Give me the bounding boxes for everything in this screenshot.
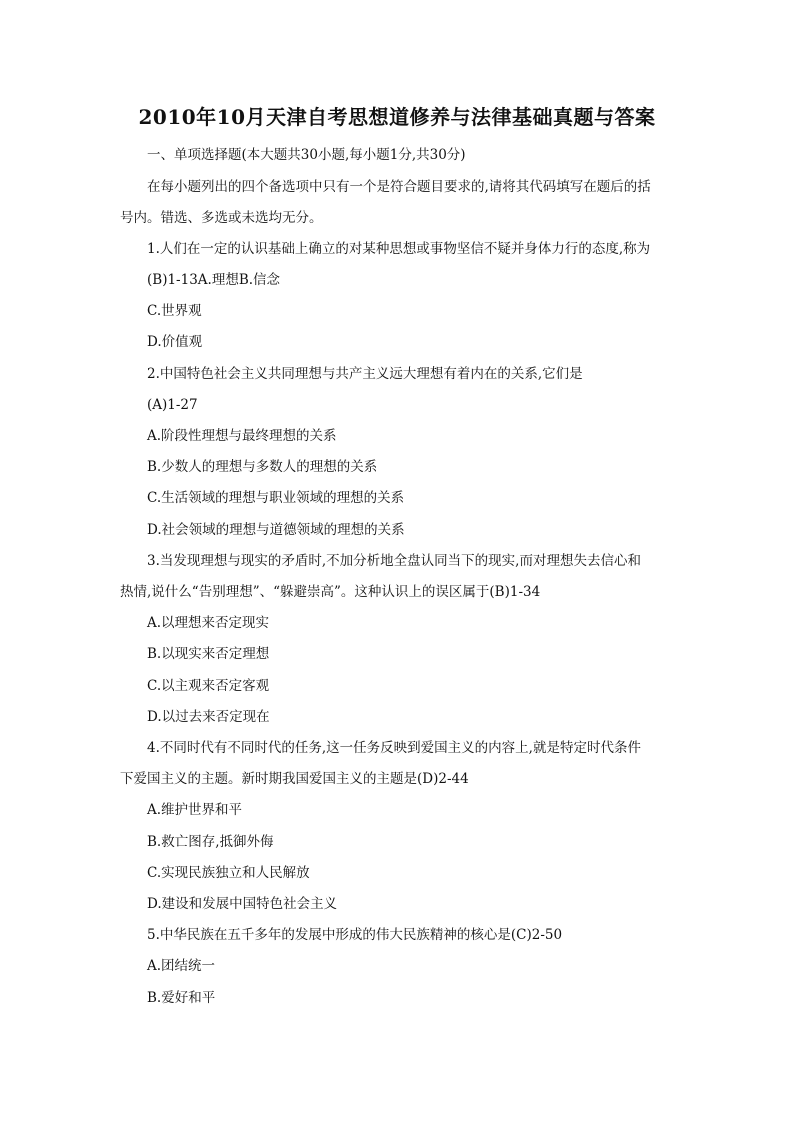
question-text: 5.中华民族在五千多年的发展中形成的伟大民族精神的核心是(C)2-50 (147, 927, 563, 943)
answer-line: (B)1-13A.理想B.信念 (147, 272, 281, 288)
option-text: A.阶段性理想与最终理想的关系 (147, 428, 337, 444)
option-text: C.以主观来否定客观 (147, 678, 270, 694)
instruction-line: 号内。错选、多选或未选均无分。 (120, 210, 323, 226)
option-text: B.少数人的理想与多数人的理想的关系 (147, 459, 378, 475)
question-text: 1.人们在一定的认识基础上确立的对某种思想或事物坚信不疑并身体力行的态度,称为 (147, 241, 651, 257)
question-text: 4.不同时代有不同时代的任务,这一任务反映到爱国主义的内容上,就是特定时代条件 (147, 740, 641, 756)
question-text: 热情,说什么“告别理想”、“躲避崇高”。这种认识上的误区属于(B)1-34 (120, 584, 541, 600)
option-text: D.社会领域的理想与道德领域的理想的关系 (147, 522, 405, 538)
option-text: C.世界观 (147, 303, 202, 319)
option-text: A.维护世界和平 (147, 802, 243, 818)
page-title: 2010年10月天津自考思想道修养与法律基础真题与答案 (138, 105, 656, 129)
question-text: 3.当发现理想与现实的矛盾时,不加分析地全盘认同当下的现实,而对理想失去信心和 (147, 553, 641, 569)
option-text: A.团结统一 (147, 958, 216, 974)
option-text: B.爱好和平 (147, 990, 216, 1006)
answer-line: (A)1-27 (147, 397, 198, 413)
section-header: 一、单项选择题(本大题共30小题,每小题1分,共30分) (147, 147, 466, 163)
option-text: A.以理想来否定现实 (147, 615, 270, 631)
option-text: B.以现实来否定理想 (147, 646, 270, 662)
option-text: C.生活领域的理想与职业领域的理想的关系 (147, 490, 405, 506)
instruction-line: 在每小题列出的四个备选项中只有一个是符合题目要求的,请将其代码填写在题后的括 (147, 179, 651, 195)
option-text: B.救亡图存,抵御外侮 (147, 834, 274, 850)
question-text: 下爱国主义的主题。新时期我国爱国主义的主题是(D)2-44 (120, 771, 469, 787)
option-text: C.实现民族独立和人民解放 (147, 865, 310, 881)
option-text: D.以过去来否定现在 (147, 709, 270, 725)
question-text: 2.中国特色社会主义共同理想与共产主义远大理想有着内在的关系,它们是 (147, 366, 583, 382)
option-text: D.价值观 (147, 334, 203, 350)
option-text: D.建设和发展中国特色社会主义 (147, 896, 338, 912)
